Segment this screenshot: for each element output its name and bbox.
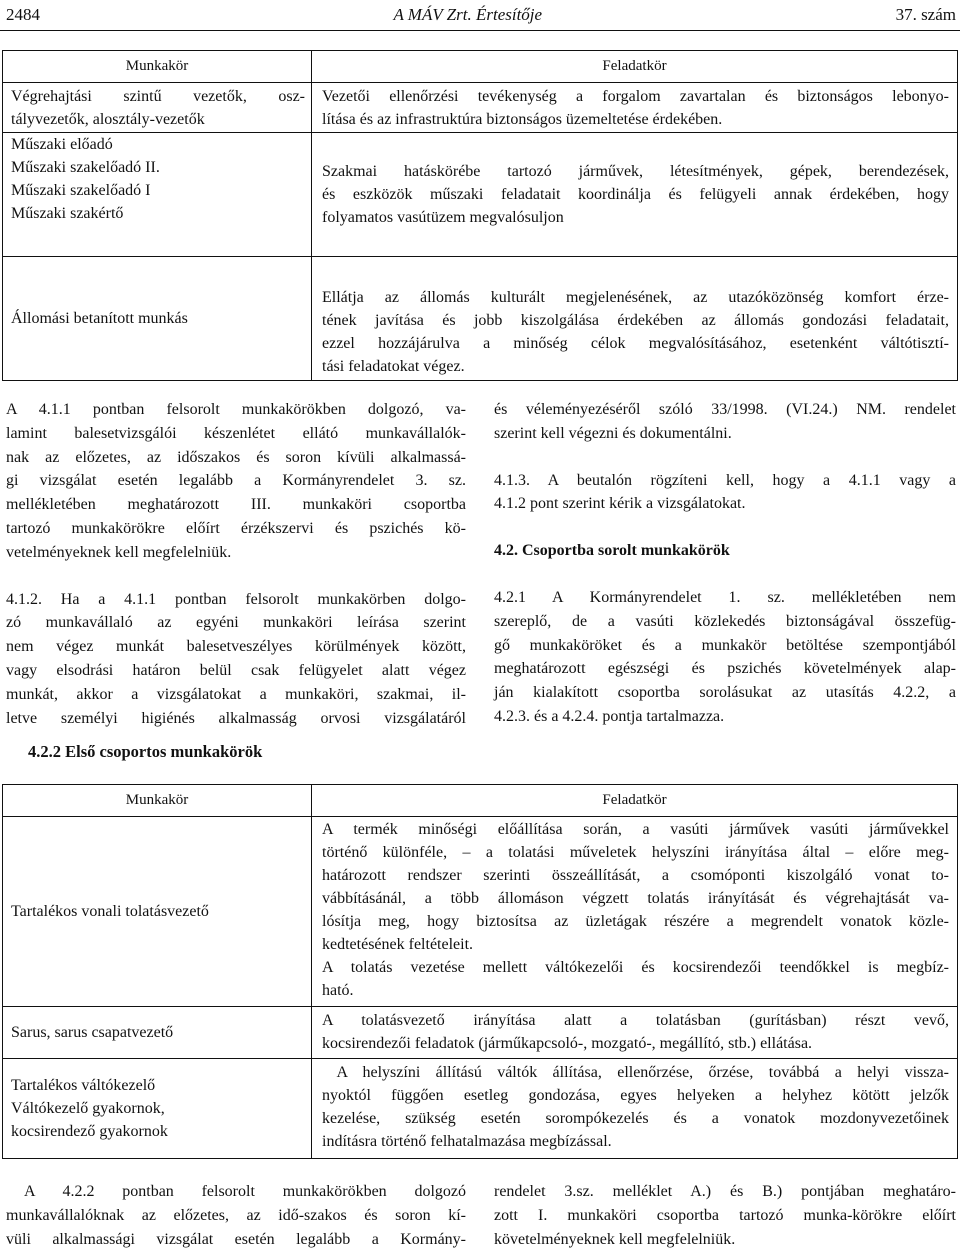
paragraph: 4.1.2. Ha a 4.1.1 pontban felsorolt munkakörben dolgo- zó munkavállaló az egyéni munkaköri leírása szerint nem végez munkát balesetveszélyes körülmények között, vagy elsodrási határon belül csak felügyelet alatt végez munkát, akkor a vizsgálatokat a munkaköri, szakmai, il- letve személyi higiénés alkalmasság orvosi vizsgálatáról <box>6 590 466 727</box>
column-header-task: Feladatkör <box>312 51 958 83</box>
paragraph: és véleményezéséről szóló 33/1998. (VI.24.) NM. rendelet szerint kell végezni és dokumentálni. <box>494 401 956 442</box>
right-text-column <box>494 398 956 729</box>
running-header <box>6 2 956 28</box>
issue-number: 37. szám <box>895 5 956 24</box>
table-cell-task: Ellátja az állomás kulturált megjelenésének, az utazóközönség komfort érze- tének javítása és jobb kiszolgálása érdekében az állomás gondozási feladatait, ezzel hozzájárulva a minőség célok megvalósításához, esetenként váltótisztí- tási feladatokat végez. <box>312 257 958 381</box>
column-header-role: Munkakör <box>3 51 312 83</box>
header-rule <box>0 30 960 31</box>
job-table-2 <box>2 784 958 1159</box>
table-cell-task: A tolatásvezető irányítása alatt a tolatásban (gurításban) részt vevő, kocsirendezői feladatok (járműkapcsoló-, mozgató-, megállító, stb.) ellátása. <box>312 1007 958 1059</box>
table-cell-task: Vezetői ellenőrzési tevékenység a forgalom zavartalan és biztonságos lebonyo- lítása és az infrastruktúra biztonságos üzemeltetése érdekében. <box>312 83 958 133</box>
table-cell-role: Állomási betanított munkás <box>3 257 312 381</box>
paragraph: 4.2.1 A Kormányrendelet 1. sz. mellékletében nem szereplő, de a vasúti közlekedés biztonságával összefüg- gő munkaköröket és a munkakör betöltése szempontjából meghatározott egészségi és pszichés követelmények alap- ján kialakított csoportba sorolásukat az utasítás 4.2.2, a 4.2.3. és a 4.2.4. pontja tartalmazza. <box>494 588 956 725</box>
table-cell-task: Szakmai hatáskörébe tartozó járművek, létesítmények, gépek, berendezések, és eszközök műszaki feladatait koordinálja és felügyeli annak érdekében, hogy folyamatos vasútüzem megvalósuljon <box>312 133 958 257</box>
table-cell-role: Műszaki előadó Műszaki szakelőadó II. Műszaki szakelőadó I Műszaki szakértő <box>3 133 312 257</box>
page-number: 2484 <box>6 5 40 24</box>
bottom-left-text: A 4.2.2 pontban felsorolt munkakörökben dolgozó munkavállalóknak az előzetes, az idő-szakos és soron kí- vüli alkalmassági vizsgálat esetén legalább a Kormány- <box>6 1183 466 1248</box>
journal-title: A MÁV Zrt. Értesítője <box>393 5 543 24</box>
table-cell-task: A termék minőségi előállítása során, a vasúti járművek vasúti járművekkel történő különféle, – a tolatási műveletek helyszíni irányítása által – előre meg- határozott rendszer szerinti összeállítását, a csomóponti kiszolgáló vonat to- vábbításánál, a több állomáson végzett tolatás irányítását és végrehajtását va- lósítja meg, hogy biztosítsa az üzletágak részére a megrendelt vonatok közle- kedtetésének feltételeit. A tolatás vezetése mellett váltókezelői és kocsirendezői teendőkkel is megbíz- ható. <box>312 817 958 1007</box>
paragraph: 4.1.3. A beutalón rögzíteni kell, hogy a 4.1.1 vagy a 4.1.2 pont szerint kérik a vizsgálatokat. <box>494 471 956 513</box>
job-table-1 <box>2 50 958 381</box>
bottom-right-text: rendelet 3.sz. melléklet A.) és B.) pontjában meghatáro- zott I. munkaköri csoportba tartozó munka-körökre előírt követelményeknek kell megfelelniük. <box>494 1183 956 1248</box>
table-cell-task: A helyszíni állítású váltók állítása, ellenőrzése, őrzése, továbbá a helyi vissza- nyoktól függően esetleg gondozása, egyes helyeken a helyhez kötött jelzők kezelése, szükség esetén sorompókezelés és a vonatok mozdonyvezetőinek indításra történő felhatalmazása megbízással. <box>312 1059 958 1159</box>
table-cell-role: Végrehajtási szintű vezetők, osz- tályvezetők, alosztály-vezetők <box>3 83 312 133</box>
subsection-heading: 4.2. Csoportba sorolt munkakörök <box>494 542 730 560</box>
left-text-column <box>6 398 466 730</box>
table-cell-role: Sarus, sarus csapatvezető <box>3 1007 312 1059</box>
section-heading: 4.2.2 Első csoportos munkakörök <box>28 742 263 761</box>
table-cell-role: Tartalékos vonali tolatásvezető <box>3 817 312 1007</box>
column-header-task: Feladatkör <box>312 785 958 817</box>
table-cell-role: Tartalékos váltókezelő Váltókezelő gyakornok, kocsirendező gyakornok <box>3 1059 312 1159</box>
column-header-role: Munkakör <box>3 785 312 817</box>
paragraph: A 4.1.1 pontban felsorolt munkakörökben dolgozó, va- lamint balesetvizsgálói készenlétet ellátó munkavállalók- nak az előzetes, az időszakos és soron kívüli alkalmassá- gi vizsgálat esetén legalább a Kormányrendelet 3. sz. mellékletében meghatározott III. munkaköri csoportba tartozó munkakörökre előírt érzékszervi és pszichés kö- vetelményeknek kell megfelelniük. <box>6 401 466 561</box>
